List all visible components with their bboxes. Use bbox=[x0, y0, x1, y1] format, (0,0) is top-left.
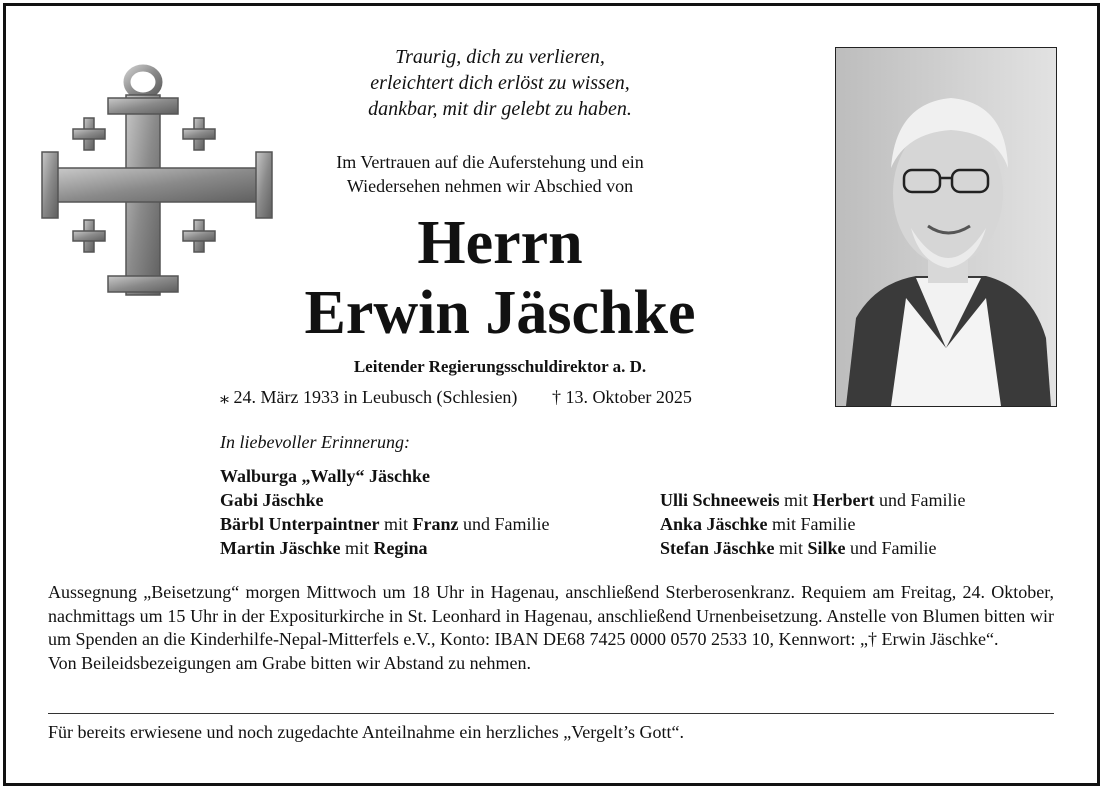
intro-line: Im Vertrauen auf die Auferstehung und ein bbox=[336, 152, 644, 172]
thanks-line: Für bereits erwiesene und noch zugedachte Anteilnahme ein herzliches „Vergelt’s Gott“. bbox=[48, 722, 684, 742]
jerusalem-cross-icon bbox=[38, 60, 274, 300]
family-member: Ulli Schneeweis mit Herbert und Familie bbox=[660, 490, 966, 510]
birth-date: ⁎ 24. März 1933 in Leubusch (Schlesien) bbox=[220, 387, 518, 407]
family-member: Walburga „Wally“ Jäschke bbox=[220, 466, 431, 486]
portrait-photo bbox=[835, 47, 1057, 407]
condolence-note: Von Beileidsbezeigungen am Grabe bitten wir Abstand zu nehmen. bbox=[48, 652, 532, 673]
poem bbox=[300, 44, 700, 122]
family-member: Bärbl Unterpaintner mit Franz und Familie bbox=[220, 514, 550, 534]
memory-label: In liebevoller Erinnerung: bbox=[220, 432, 410, 452]
poem-line: Traurig, dich zu verlieren, bbox=[395, 46, 605, 68]
life-dates bbox=[220, 387, 692, 408]
deceased-name: Erwin Jäschke bbox=[304, 279, 696, 347]
intro-line: Wiedersehen nehmen wir Abschied von bbox=[346, 176, 634, 196]
family-member: Anka Jäschke mit Familie bbox=[660, 514, 856, 534]
death-date: † 13. Oktober 2025 bbox=[551, 387, 692, 407]
service-paragraph: Aussegnung „Beisetzung“ morgen Mittwoch um 18 Uhr in Hagenau, anschließend Sterberosenkranz. Requiem am Freitag, 24. Oktober, nachmittags um 15 Uhr in der Expositurkirche in St. Leonhard in Hagenau, anschließend Urnenbeisetzung. Anstelle von Blumen bitten wir um Spenden an die Kinderhilfe-Nepal-Mitterfels e.V., Konto: IBAN DE68 7425 0000 0570 2533 10, Kennwort: „† Erwin Jäschke“. bbox=[48, 582, 1054, 649]
portrait-image bbox=[836, 48, 1056, 406]
divider bbox=[48, 713, 1054, 714]
poem-line: dankbar, mit dir gelebt zu haben. bbox=[368, 98, 632, 120]
family-member: Gabi Jäschke bbox=[220, 490, 324, 510]
family-member: Martin Jäschke mit Regina bbox=[220, 538, 428, 558]
intro-text bbox=[280, 150, 700, 198]
family-member: Stefan Jäschke mit Silke und Familie bbox=[660, 538, 937, 558]
deceased-title: Leitender Regierungsschuldirektor a. D. bbox=[353, 357, 647, 376]
family-list-left bbox=[220, 464, 550, 560]
family-list-right bbox=[660, 488, 965, 560]
salutation: Herrn bbox=[417, 209, 583, 277]
poem-line: erleichtert dich erlöst zu wissen, bbox=[370, 72, 630, 94]
service-details bbox=[48, 581, 1054, 675]
